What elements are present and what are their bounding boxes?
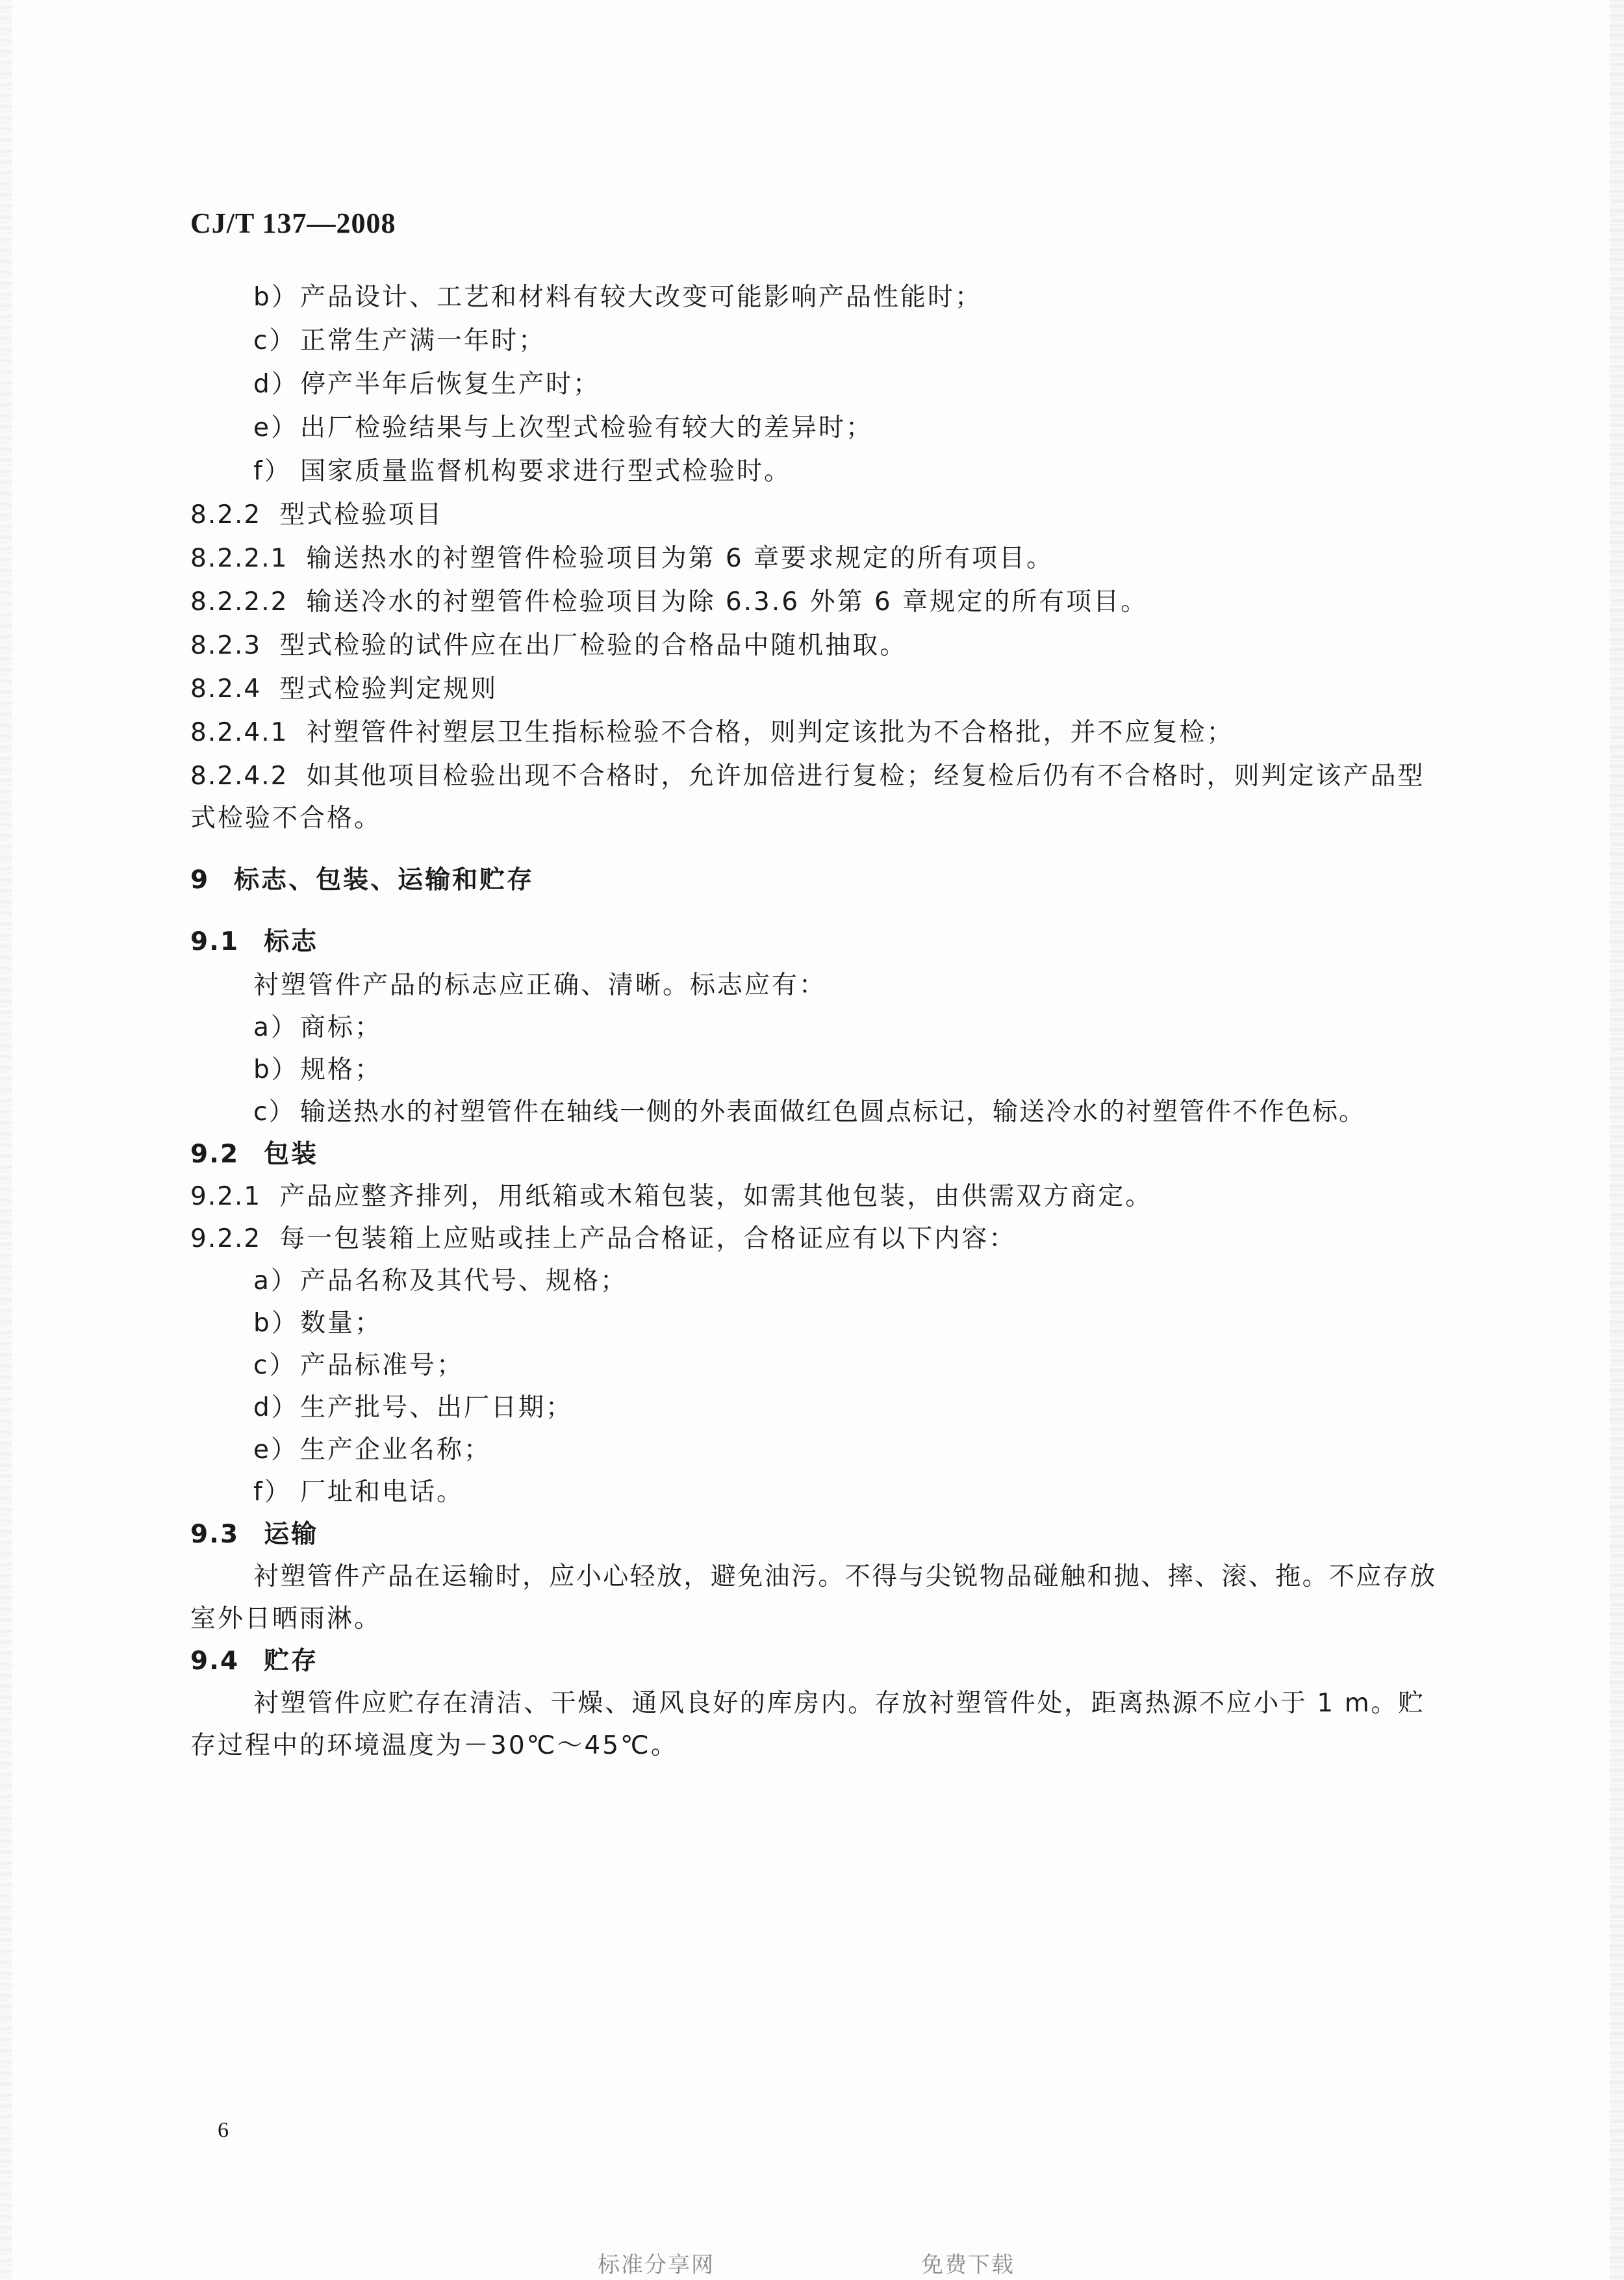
section-title: 运输 xyxy=(264,1520,319,1549)
section-number: 9.1 xyxy=(190,927,240,956)
scan-edge-right xyxy=(1610,0,1624,2280)
paragraph-continuation: 存过程中的环境温度为－30℃～45℃。 xyxy=(190,1731,678,1760)
chapter-title: 标志、包装、运输和贮存 xyxy=(234,865,535,895)
section-title: 包装 xyxy=(264,1140,319,1169)
list-item xyxy=(253,1479,464,1505)
list-label: b） xyxy=(253,283,299,312)
clause xyxy=(190,1226,1016,1251)
clause xyxy=(190,633,907,658)
clause xyxy=(190,1184,1152,1209)
section-number: 8.2.2 xyxy=(190,500,262,530)
clause-text: 衬塑管件衬塑层卫生指标检验不合格，则判定该批为不合格批，并不应复检； xyxy=(306,718,1234,747)
list-item xyxy=(253,1099,1365,1125)
list-text: 产品设计、工艺和材料有较大改变可能影响产品性能时； xyxy=(300,283,983,312)
list-text: 数量； xyxy=(300,1309,383,1338)
list-text: 生产批号、出厂日期； xyxy=(300,1393,574,1422)
list-text: 产品名称及其代号、规格； xyxy=(300,1266,628,1296)
clause xyxy=(190,720,1234,745)
clause-continuation: 式检验不合格。 xyxy=(190,804,382,833)
list-text: 规格； xyxy=(300,1055,383,1084)
paragraph: 衬塑管件应贮存在清洁、干燥、通风良好的库房内。存放衬塑管件处，距离热源不应小于 1 m。贮 xyxy=(253,1689,1425,1718)
list-label: a） xyxy=(253,1013,298,1042)
list-label: c） xyxy=(253,1097,296,1127)
section-number: 8.2.4 xyxy=(190,674,262,704)
list-label: f） xyxy=(253,1478,292,1507)
clause-text: 每一包装箱上应贴或挂上产品合格证，合格证应有以下内容： xyxy=(279,1224,1017,1253)
clause-text: 产品应整齐排列，用纸箱或木箱包装，如需其他包装，由供需双方商定。 xyxy=(279,1182,1153,1211)
chapter-heading xyxy=(190,867,534,893)
page-number: 6 xyxy=(218,2118,229,2142)
list-item xyxy=(253,1437,491,1463)
list-item xyxy=(253,1268,628,1294)
list-label: b） xyxy=(253,1309,299,1338)
list-item xyxy=(253,459,791,484)
section-heading xyxy=(190,502,443,528)
list-item xyxy=(253,372,600,397)
list-text: 商标； xyxy=(300,1013,383,1042)
section-number: 9.4 xyxy=(190,1646,240,1676)
list-text: 输送热水的衬塑管件在轴线一侧的外表面做红色圆点标记，输送冷水的衬塑管件不作色标。 xyxy=(300,1097,1366,1127)
list-item xyxy=(253,1395,573,1420)
section-number: 9.3 xyxy=(190,1520,240,1549)
list-label: e） xyxy=(253,1435,298,1465)
clause-text: 输送冷水的衬塑管件检验项目为除 6.3.6 外第 6 章规定的所有项目。 xyxy=(306,587,1148,617)
clause xyxy=(190,763,1425,789)
section-title: 型式检验项目 xyxy=(279,500,444,530)
list-label: b） xyxy=(253,1055,299,1084)
list-text: 出厂检验结果与上次型式检验有较大的差异时； xyxy=(300,413,874,442)
scan-edge-left xyxy=(0,0,12,2280)
list-item xyxy=(253,285,982,310)
list-text: 厂址和电话。 xyxy=(300,1478,464,1507)
footer-watermark-left: 标准分享网 xyxy=(598,2252,715,2278)
section-heading xyxy=(190,1648,318,1674)
section-title: 型式检验判定规则 xyxy=(279,674,498,704)
section-heading xyxy=(190,676,498,702)
list-label: c） xyxy=(253,1351,297,1380)
section-title: 标志 xyxy=(264,927,319,956)
list-label: c） xyxy=(253,326,297,355)
paragraph-continuation: 室外日晒雨淋。 xyxy=(190,1604,382,1633)
clause-text: 输送热水的衬塑管件检验项目为第 6 章要求规定的所有项目。 xyxy=(306,544,1054,573)
list-text: 正常生产满一年时； xyxy=(300,326,546,355)
paragraph: 衬塑管件产品的标志应正确、清晰。标志应有： xyxy=(253,971,827,1000)
list-text: 产品标准号； xyxy=(300,1351,464,1380)
list-label: a） xyxy=(253,1266,298,1296)
clause-number: 9.2.2 xyxy=(190,1224,262,1253)
clause-number: 8.2.2.2 xyxy=(190,587,288,617)
clause-number: 8.2.2.1 xyxy=(190,544,288,573)
chapter-number: 9 xyxy=(190,865,210,895)
section-heading xyxy=(190,929,318,954)
clause-number: 9.2.1 xyxy=(190,1182,262,1211)
list-text: 国家质量监督机构要求进行型式检验时。 xyxy=(300,457,792,486)
footer-watermark-right: 免费下载 xyxy=(921,2252,1015,2278)
section-heading xyxy=(190,1522,318,1547)
section-heading xyxy=(190,1142,318,1167)
clause-number: 8.2.3 xyxy=(190,631,262,660)
list-item xyxy=(253,1015,382,1040)
clause xyxy=(190,546,1054,571)
clause-number: 8.2.4.1 xyxy=(190,718,288,747)
paragraph: 衬塑管件产品在运输时，应小心轻放，避免油污。不得与尖锐物品碰触和抛、摔、滚、拖。不应存放 xyxy=(253,1562,1437,1591)
list-item xyxy=(253,1353,464,1378)
list-label: d） xyxy=(253,1393,299,1422)
list-item xyxy=(253,1057,382,1082)
clause-text: 如其他项目检验出现不合格时，允许加倍进行复检；经复检后仍有不合格时，则判定该产品型 xyxy=(306,762,1425,791)
section-title: 贮存 xyxy=(264,1646,319,1676)
clause-number: 8.2.4.2 xyxy=(190,762,288,791)
document-id: CJ/T 137—2008 xyxy=(190,207,396,239)
list-label: d） xyxy=(253,370,299,399)
list-text: 停产半年后恢复生产时； xyxy=(300,370,601,399)
clause xyxy=(190,589,1148,615)
list-item xyxy=(253,328,546,353)
list-text: 生产企业名称； xyxy=(300,1435,492,1465)
list-label: f） xyxy=(253,457,292,486)
list-label: e） xyxy=(253,413,298,442)
section-number: 9.2 xyxy=(190,1140,240,1169)
list-item xyxy=(253,415,873,441)
list-item xyxy=(253,1311,382,1336)
clause-text: 型式检验的试件应在出厂检验的合格品中随机抽取。 xyxy=(279,631,907,660)
